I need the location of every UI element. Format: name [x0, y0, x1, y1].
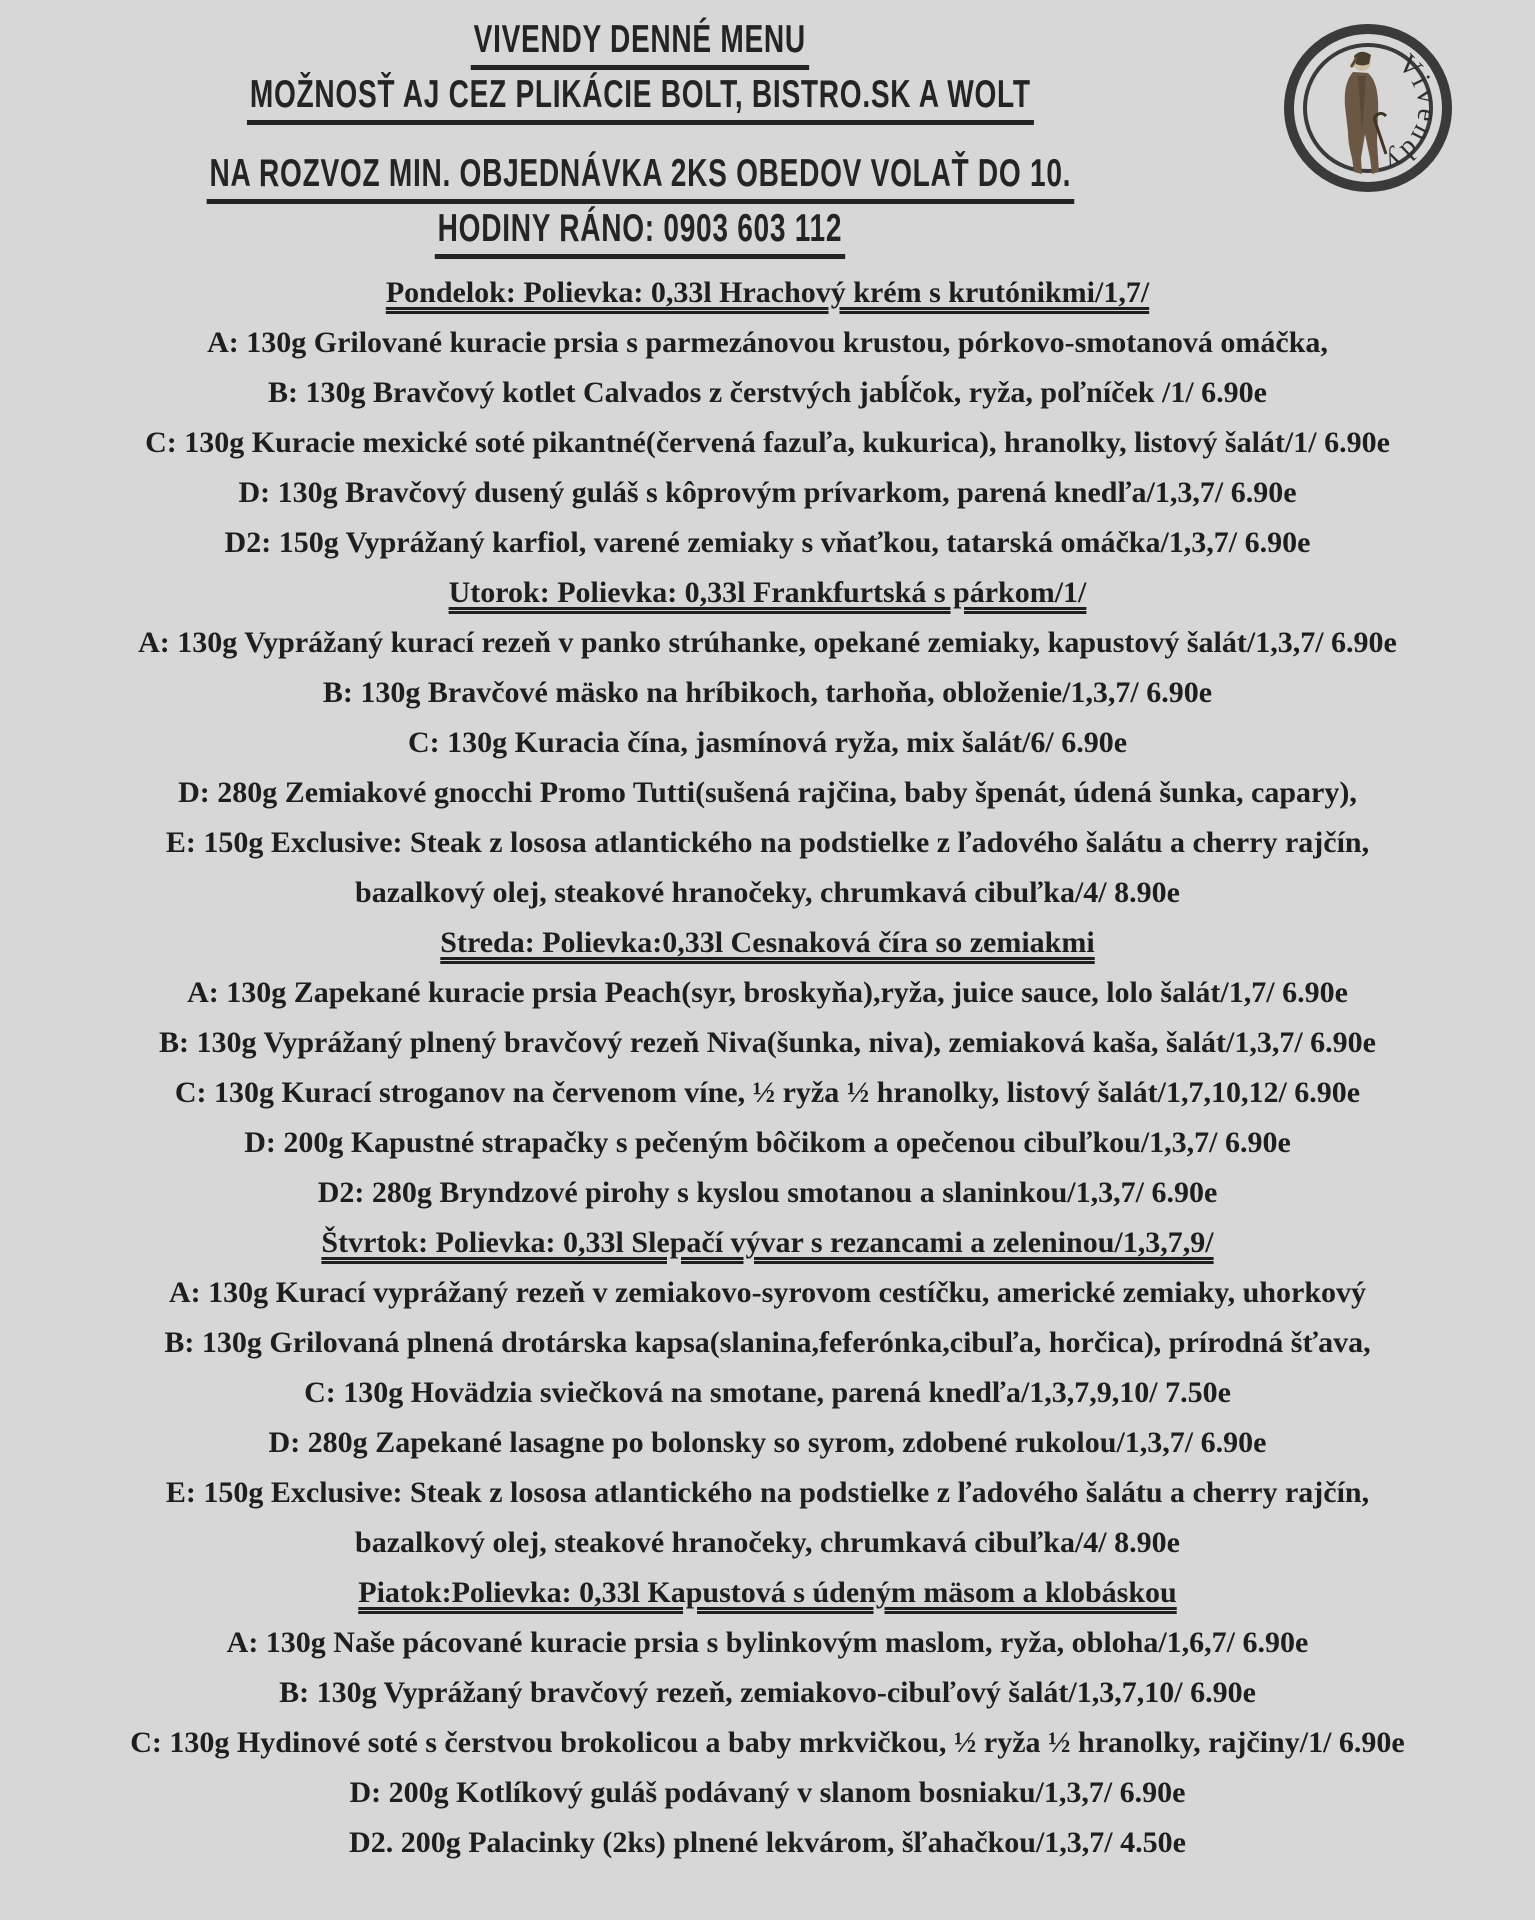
menu-item-line: D2. 200g Palacinky (2ks) plnené lekvárom, šľahačkou/1,3,7/ 4.50e — [349, 1826, 1186, 1859]
logo-wordmark: Vivendy — [1378, 48, 1444, 180]
day-header: Utorok: Polievka: 0,33l Frankfurtská s párkom/1/ — [448, 576, 1087, 609]
menu-item-line: D2: 150g Vyprážaný karfiol, varené zemiaky s vňaťkou, tatarská omáčka/1,3,7/ 6.90e — [224, 526, 1311, 559]
menu-item-continuation-line: bazalkový olej, steakové hranočeky, chrumkavá cibuľka/4/ 8.90e — [355, 1526, 1180, 1559]
day-header: Streda: Polievka:0,33l Cesnaková číra so zemiakmi — [440, 926, 1095, 959]
header-subtitle-line — [0, 71, 1280, 126]
menu-item-line: D2: 280g Bryndzové pirohy s kyslou smotanou a slaninkou/1,3,7/ 6.90e — [317, 1176, 1218, 1209]
menu-item-line: B: 130g Vyprážaný bravčový rezeň, zemiakovo-cibuľový šalát/1,3,7,10/ 6.90e — [279, 1676, 1256, 1709]
menu-item-line: B: 130g Bravčový kotlet Calvados z čerstvých jabĺčok, ryža, poľníček /1/ 6.90e — [268, 376, 1267, 409]
menu-item-line: E: 150g Exclusive: Steak z lososa atlantického na podstielke z ľadového šalátu a cherry rajčín, — [165, 826, 1370, 859]
day-header: Štvrtok: Polievka: 0,33l Slepačí vývar s rezancami a zeleninou/1,3,7,9/ — [321, 1226, 1214, 1259]
day-header: Piatok:Polievka: 0,33l Kapustová s údeným mäsom a klobáskou — [358, 1576, 1177, 1609]
header-delivery-line-1 — [0, 150, 1280, 205]
day-section-streda — [0, 918, 1535, 1218]
day-section-stvrtok — [0, 1218, 1535, 1568]
menu-item-line: B: 130g Bravčové mäsko na hríbikoch, tarhoňa, obloženie/1,3,7/ 6.90e — [322, 676, 1213, 709]
menu-item-line: D: 130g Bravčový dusený guláš s kôprovým prívarkom, parená knedľa/1,3,7/ 6.90e — [238, 476, 1297, 509]
header — [0, 0, 1280, 260]
menu-item-line: A: 130g Grilované kuracie prsia s parmezánovou krustou, pórkovo-smotanová omáčka, — [207, 326, 1328, 359]
menu-item-line: D: 200g Kotlíkový guláš podávaný v slanom bosniaku/1,3,7/ 6.90e — [349, 1776, 1186, 1809]
header-delivery-text-1: NA ROZVOZ MIN. OBJEDNÁVKA 2KS OBEDOV VOLAŤ DO 10. — [206, 150, 1073, 204]
menu-item-line: D: 280g Zapekané lasagne po bolonsky so syrom, zdobené rukolou/1,3,7/ 6.90e — [268, 1426, 1267, 1459]
menu-item-line: A: 130g Vyprážaný kurací rezeň v panko strúhanke, opekané zemiaky, kapustový šalát/1,3,7/ 6.90e — [138, 626, 1397, 659]
menu-item-line: C: 130g Kuracie mexické soté pikantné(červená fazuľa, kukurica), hranolky, listový šalát/1/ 6.90e — [145, 426, 1390, 459]
menu-body — [0, 268, 1535, 1868]
menu-item-line: C: 130g Hydinové soté s čerstvou brokolicou a baby mrkvičkou, ½ ryža ½ hranolky, rajčiny/1/ 6.90e — [130, 1726, 1405, 1759]
vivendy-logo-svg — [1282, 22, 1454, 194]
menu-item-line: A: 130g Kurací vyprážaný rezeň v zemiakovo-syrovom cestíčku, americké zemiaky, uhorkový — [168, 1276, 1367, 1309]
menu-item-line: C: 130g Kurací stroganov na červenom víne, ½ ryža ½ hranolky, listový šalát/1,7,10,12/ 6.90e — [174, 1076, 1361, 1109]
menu-item-line: C: 130g Kuracia čína, jasmínová ryža, mix šalát/6/ 6.90e — [407, 726, 1128, 759]
day-section-utorok — [0, 568, 1535, 918]
menu-item-line: D: 280g Zemiakové gnocchi Promo Tutti(sušená rajčina, baby špenát, údená šunka, capary), — [178, 776, 1357, 809]
header-title: VIVENDY DENNÉ MENU — [471, 16, 809, 70]
menu-item-line: B: 130g Vyprážaný plnený bravčový rezeň Niva(šunka, niva), zemiaková kaša, šalát/1,3,7/ 6.90e — [158, 1026, 1376, 1059]
vivendy-logo-icon — [1282, 22, 1454, 194]
header-phone: HODINY RÁNO: 0903 603 112 — [435, 205, 845, 259]
menu-item-line: E: 150g Exclusive: Steak z lososa atlantického na podstielke z ľadového šalátu a cherry rajčín, — [165, 1476, 1370, 1509]
day-header: Pondelok: Polievka: 0,33l Hrachový krém s krutónikmi/1,7/ — [385, 276, 1150, 309]
header-title-line — [0, 16, 1280, 71]
menu-item-line: C: 130g Hovädzia sviečková na smotane, parená knedľa/1,3,7,9,10/ 7.50e — [304, 1376, 1231, 1409]
day-section-piatok — [0, 1568, 1535, 1868]
header-subtitle: MOŽNOSŤ AJ CEZ PLIKÁCIE BOLT, BISTRO.SK A WOLT — [247, 71, 1034, 125]
menu-item-continuation-line: bazalkový olej, steakové hranočeky, chrumkavá cibuľka/4/ 8.90e — [355, 876, 1180, 909]
day-section-pondelok — [0, 268, 1535, 568]
menu-item-line: A: 130g Zapekané kuracie prsia Peach(syr, broskyňa),ryža, juice sauce, lolo šalát/1,7/ 6.90e — [187, 976, 1348, 1009]
logo-man-figure — [1345, 52, 1386, 174]
header-delivery-line-2 — [0, 205, 1280, 260]
menu-item-line: B: 130g Grilovaná plnená drotárska kapsa(slanina,feferónka,cibuľa, horčica), prírodná šťava, — [164, 1326, 1371, 1359]
menu-item-line: A: 130g Naše pácované kuracie prsia s bylinkovým maslom, ryža, obloha/1,6,7/ 6.90e — [226, 1626, 1309, 1659]
menu-item-line: D: 200g Kapustné strapačky s pečeným bôčikom a opečenou cibuľkou/1,3,7/ 6.90e — [244, 1126, 1291, 1159]
